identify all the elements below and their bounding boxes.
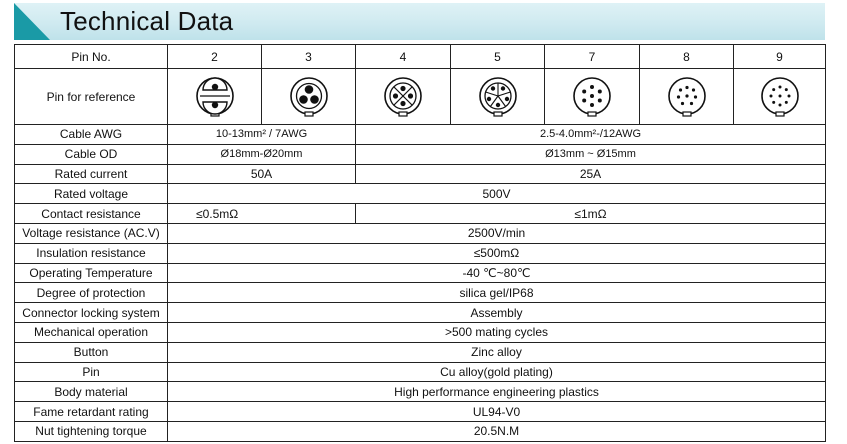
connector-7pin-icon xyxy=(568,75,616,119)
pin-ref-label: Pin for reference xyxy=(15,69,168,125)
connector-3pin-icon xyxy=(285,75,333,119)
pin-value: Cu alloy(gold plating) xyxy=(168,362,826,382)
mechanical-operation-label: Mechanical operation xyxy=(15,322,168,342)
row-rated-voltage xyxy=(15,184,826,204)
pin-ref-9 xyxy=(734,69,826,125)
voltage-resistance-label: Voltage resistance (AC.V) xyxy=(15,223,168,243)
pin-no-5: 5 xyxy=(451,45,545,69)
button-value: Zinc alloy xyxy=(168,342,826,362)
insulation-resistance-label: Insulation resistance xyxy=(15,243,168,263)
insulation-resistance-value: ≤500mΩ xyxy=(168,243,826,263)
row-nut-torque xyxy=(15,421,826,441)
row-cable-awg xyxy=(15,125,826,145)
rated-voltage-value: 500V xyxy=(168,184,826,204)
contact-resistance-right: ≤1mΩ xyxy=(356,204,826,224)
pin-label: Pin xyxy=(15,362,168,382)
connector-locking-value: Assembly xyxy=(168,303,826,323)
pin-ref-3 xyxy=(262,69,356,125)
mechanical-operation-value: >500 mating cycles xyxy=(168,322,826,342)
row-degree-of-protection xyxy=(15,283,826,303)
degree-of-protection-label: Degree of protection xyxy=(15,283,168,303)
row-operating-temperature xyxy=(15,263,826,283)
row-pin-no xyxy=(15,45,826,69)
row-body-material xyxy=(15,382,826,402)
row-rated-current xyxy=(15,164,826,184)
contact-resistance-left: ≤0.5mΩ xyxy=(168,204,356,224)
row-flame-retardant xyxy=(15,402,826,422)
operating-temperature-label: Operating Temperature xyxy=(15,263,168,283)
pin-no-4: 4 xyxy=(356,45,451,69)
cable-od-right: Ø13mm ~ Ø15mm xyxy=(356,144,826,164)
pin-ref-8 xyxy=(640,69,734,125)
spec-table xyxy=(14,44,826,442)
nut-torque-value: 20.5N.M xyxy=(168,421,826,441)
row-contact-resistance xyxy=(15,204,826,224)
rated-voltage-label: Rated voltage xyxy=(15,184,168,204)
nut-torque-label: Nut tightening torque xyxy=(15,421,168,441)
row-pin xyxy=(15,362,826,382)
row-button xyxy=(15,342,826,362)
pin-ref-7 xyxy=(545,69,640,125)
pin-no-3: 3 xyxy=(262,45,356,69)
connector-8pin-icon xyxy=(663,75,711,119)
page-title: Technical Data xyxy=(60,6,234,36)
connector-4pin-icon xyxy=(379,75,427,119)
body-material-value: High performance engineering plastics xyxy=(168,382,826,402)
body-material-label: Body material xyxy=(15,382,168,402)
flame-retardant-value: UL94-V0 xyxy=(168,402,826,422)
rated-current-right: 25A xyxy=(356,164,826,184)
connector-9pin-icon xyxy=(756,75,804,119)
pin-ref-4 xyxy=(356,69,451,125)
operating-temperature-value: -40 ℃~80℃ xyxy=(168,263,826,283)
pin-no-8: 8 xyxy=(640,45,734,69)
pin-no-label: Pin No. xyxy=(15,45,168,69)
button-label: Button xyxy=(15,342,168,362)
voltage-resistance-value: 2500V/min xyxy=(168,223,826,243)
rated-current-label: Rated current xyxy=(15,164,168,184)
cable-awg-left: 10-13mm² / 7AWG xyxy=(168,125,356,145)
pin-ref-2 xyxy=(168,69,262,125)
row-cable-od xyxy=(15,144,826,164)
cable-awg-label: Cable AWG xyxy=(15,125,168,145)
connector-5pin-icon xyxy=(474,75,522,119)
row-voltage-resistance xyxy=(15,223,826,243)
connector-locking-label: Connector locking system xyxy=(15,303,168,323)
connector-2pin-icon xyxy=(191,75,239,119)
cable-od-left: Ø18mm-Ø20mm xyxy=(168,144,356,164)
cable-awg-right: 2.5-4.0mm²-/12AWG xyxy=(356,125,826,145)
degree-of-protection-value: silica gel/IP68 xyxy=(168,283,826,303)
pin-ref-5 xyxy=(451,69,545,125)
row-insulation-resistance xyxy=(15,243,826,263)
rated-current-left: 50A xyxy=(168,164,356,184)
pin-no-2: 2 xyxy=(168,45,262,69)
flame-retardant-label: Fame retardant rating xyxy=(15,402,168,422)
pin-no-9: 9 xyxy=(734,45,826,69)
contact-resistance-label: Contact resistance xyxy=(15,204,168,224)
row-connector-locking xyxy=(15,303,826,323)
cable-od-label: Cable OD xyxy=(15,144,168,164)
row-pin-reference xyxy=(15,69,826,125)
row-mechanical-operation xyxy=(15,322,826,342)
pin-no-7: 7 xyxy=(545,45,640,69)
